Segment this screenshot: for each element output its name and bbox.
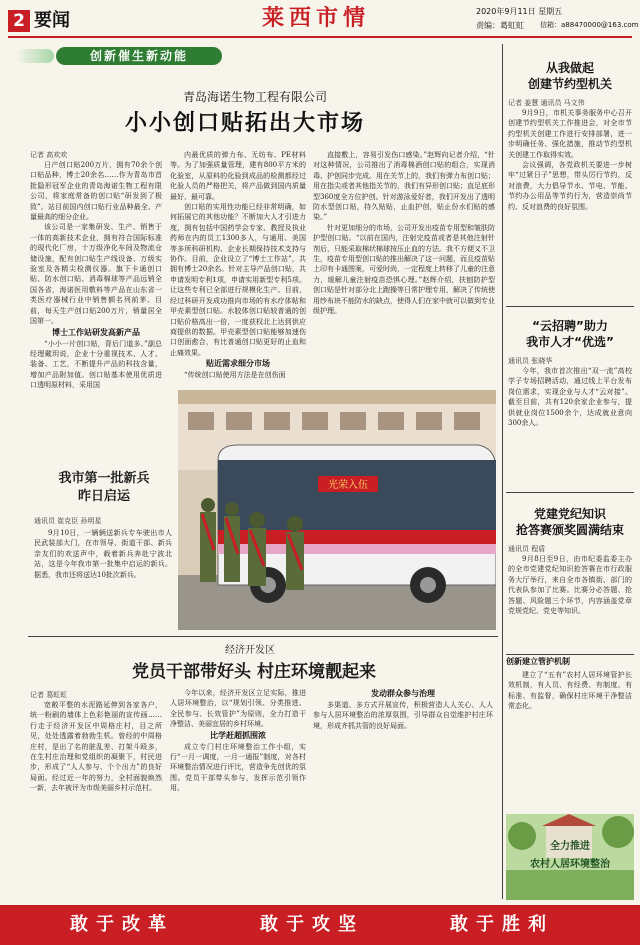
party-kicker: 经济开发区 xyxy=(225,645,275,656)
page-number-box: 2 xyxy=(8,10,30,32)
footer-slogan-3: 敢于胜利 xyxy=(450,914,554,935)
paper-name: 莱西市情 xyxy=(262,5,371,31)
footer-slogan-2: 敢于攻坚 xyxy=(260,914,364,935)
right-low-body xyxy=(508,554,632,646)
editor-email: 信箱：a88470000@163.com xyxy=(540,21,639,29)
right-top-headline-1: 从我做起 xyxy=(545,61,594,75)
recruits-photo-svg xyxy=(178,390,496,630)
lead-col2-para: 创口贴的实用性功能已经非常明确，如何拓展它的其他功能？不断加大人才引进力度，拥有包括中国药学会专家、教授及执业药师在内的员工1300多人，与通用、美国等多所科研机构、企业长期保持技术支持与协作。目前，企业设立了“博士工作站”，共拥有博士20余名。针对主导产品创口贴，共申请发明专利1项，申请实用新型专利5项。让这些专利已全部进行规模化生产。目前，经过科研开发成功推向市场的有水疗体帖和甲壳素型创口贴。水胶体创口贴较普通的创口贴价格高出一倍，一度获权北上达到供应商提供的数据。甲壳素型创口贴能够加速伤口创面愈合，有比普通创口贴更好的止血和止痛效果。 xyxy=(170,203,306,357)
section-banner xyxy=(56,47,222,65)
right-mid-headline-1: “云招聘”助力 xyxy=(532,319,608,333)
lead-col3-para: 针对更加细分的市场，公司开发出疫苗专用型和皱肤防护型创口贴。“以前在国内，注射完疫苗或者是其他注射针剂后，只能采取棉状棉球按压止血的方法。我不方便又不卫生，疫苗专用型创口贴的推出解决了这一问题，而且疫苗贴上印有卡通图案，可爱时尚，一定程度上转移了儿童的注意力，缓解儿童注射疫苗恐惧心理。”赵辉介绍，扶刨防护型创口贴是针对部分北上跑操等日常护理专用，解决了传统使用纱布块不能防水的缺点，使得人们在家中就可以做到专业级护理。 xyxy=(313,223,495,316)
party-byline: 记者 葛虹虹 xyxy=(30,691,68,699)
recruits-photo xyxy=(178,390,496,630)
right-top-body xyxy=(508,108,632,296)
party-column-1 xyxy=(30,700,162,900)
environment-photo-svg xyxy=(506,814,634,900)
party-col3-subhead: 发动群众参与治理 xyxy=(371,689,435,698)
recruit-para: 9月10日，一辆辆送新兵专车驶出市人民武装部大门，在市领导、街道干部、新兵亲友们的欢送声中，载着新兵奔赴宁波北站，这是今年我市第一批集中启运的新兵。据悉，我市还将送达10批次新兵。 xyxy=(34,529,172,579)
party-column-2 xyxy=(170,688,306,900)
right-mid-headline-2: 我市人才“优选” xyxy=(526,335,614,349)
divider-right-column xyxy=(502,44,503,899)
party-col2-subhead: 比学赶超抓围浓 xyxy=(210,730,266,740)
photo-label: 全力推进 xyxy=(550,841,590,852)
right-top-byline: 记者 姜慧 通讯员 马文伟 xyxy=(508,99,585,107)
right-low-headline-2: 抢答赛颁奖圆满结束 xyxy=(515,523,624,537)
banner-swoosh-icon xyxy=(16,49,54,63)
lead-column-3 xyxy=(313,150,495,360)
right-bottom-body xyxy=(508,670,632,808)
party-col1-para: 宽敞平整的水泥路延伸到各家各户，统一粉刷的墙体上色彩艳丽的宣传画……行走于经济开发区中周格庄村，目之所见，处处透露着勃勃生机。曾经的中周格庄村，是出了名的脏乱差、打架斗殴多，在生村庄治理和党组织的凝聚下，村民进步，形成了“人人参与、个个出力”的良好局面。经过近一年的努力，全村面貌焕然一新，去年被评为市级美丽乡村示范村。 xyxy=(30,701,162,793)
right-mid-para: 今年，我市首次推出“双一流”高校学子专场招聘活动，通过线上平台发布岗位需求，实现企业与人才“云对接”。截至目前，共有120余家企业参与，提供就业岗位1500余个，达成就业意向300余人。 xyxy=(508,367,632,428)
recruit-headline-2: 昨日启运 xyxy=(77,489,130,504)
recruit-byline: 通讯员 崔克臣 孙明星 xyxy=(34,517,102,525)
party-headline: 党员干部带好头 村庄环境靓起来 xyxy=(132,662,376,682)
recruit-body xyxy=(34,528,172,600)
party-column-3 xyxy=(313,688,493,900)
photo-caption: 农村人居环境整治 xyxy=(530,859,610,870)
footer-slogan-1: 敢于改革 xyxy=(70,914,174,935)
party-col2-para: 成立专门村庄环境整治工作小组，实行“一月一调度，一月一通报”制度，对各村环境整治情况进行评比，营造争先创优的氛围。党员干部带头参与，发挥示范引领作用。 xyxy=(170,742,306,793)
recruit-headline-1: 我市第一批新兵 xyxy=(58,471,150,486)
divider-right-2 xyxy=(506,492,634,493)
right-mid-body xyxy=(508,366,632,484)
right-top-para: 会议强调，各党政机关要进一步树牢“过紧日子”思想，带头厉行节约，反对浪费，大力倡导节水、节电、节能、节约办公用品等节约行为，营造崇尚节约、反对浪费的良好氛围。 xyxy=(508,161,632,211)
lead-col2-para: “传统创口贴使用方法是在创伤面 xyxy=(184,371,286,380)
right-top-headline-2: 创建节约型机关 xyxy=(527,77,612,91)
issue-date: 2020年9月11日 星期五 xyxy=(476,7,563,16)
divider-lead-bottom xyxy=(28,636,498,637)
banner-text: 创新催生新动能 xyxy=(89,49,188,63)
bus-slogan: 光荣入伍 xyxy=(328,480,368,491)
right-low-headline-1: 党建党纪知识 xyxy=(533,507,606,521)
lead-col1-para: 日产创口贴200万片，拥有70余个创口贴品种，博士20余名……作为青岛市首批隐形冠军企业的青岛海诺生物工程有限公司，将家庭常备的创口贴“研发到了极致”。站目前国内创口贴行业品种最全、产量最高的细分企业。 xyxy=(30,161,162,222)
right-top-para: 9月9日，市机关事务服务中心召开创建节约型机关工作推进会，对全市节约型机关创建工作进行安排部署，进一步明确任务、强化措施，推动节约型机关创建工作取得实效。 xyxy=(508,109,632,159)
lead-kicker: 青岛海诺生物工程有限公司 xyxy=(182,90,327,104)
masthead xyxy=(0,0,640,38)
lead-column-1 xyxy=(30,160,162,434)
lead-col3-para: 直接敷上，容易引发伤口感染。”赵辉向记者介绍，“针对这种情况，公司推出了消毒棉酒创口贴的组合，实现消毒、护创同步完成。用在关节上的，我们有弹力布创口贴；用在指尖或者其他指关节的，我们有异形创口贴；直足底形型360度全方位护创。针对游泳爱好者，我们开发出了透明防水型创口贴，持久贴贴，止血护创，贴止份水们贴的感染。” xyxy=(313,151,495,222)
environment-photo xyxy=(506,814,634,900)
footer-banner xyxy=(0,905,640,945)
lead-col1-para: “小小一片创口贴，背后门道多。”副总经理戴玥说，企业十分重视技术、人才、装备、工艺，不断提升产品的科技含量，增加产品附加值。创口贴基本使用优质进口透明原材料，采用国 xyxy=(30,339,162,390)
lead-byline: 记者 高欢欢 xyxy=(30,151,68,159)
lead-headline: 小小创口贴拓出大市场 xyxy=(124,111,365,136)
editor-name: 责编：葛虹虹 xyxy=(476,21,524,30)
lead-col1-subhead: 博士工作站研发高新产品 xyxy=(52,327,140,337)
section-label: 要闻 xyxy=(34,10,70,31)
divider-right-1 xyxy=(506,306,634,307)
right-low-byline: 通讯员 程盾 xyxy=(508,545,546,553)
divider-right-3 xyxy=(506,654,634,655)
right-mid-byline: 通讯员 张晓华 xyxy=(508,357,553,365)
right-bottom-headline: 创新建立管护机制 xyxy=(506,657,570,666)
lead-col2-subhead: 贴近需求细分市场 xyxy=(206,359,270,369)
masthead-rule xyxy=(8,36,632,38)
lead-col2-para: 内最优质的弹力布、无纺布、PE材料等。为了加强质量管理，建有800平方米的化验室，从原料的化验到成品的检测都经过化验人员的严格把关，将产品做到国内质量最好、最可靠。 xyxy=(170,151,306,201)
lead-col1-para: 该公司是一家集研发、生产、销售于一体的高新技术企业，拥有符合国际标准的现代化厂房，十万级净化车间及物流仓储设施，配有创口贴生产线设备、万级实验室及各精尖检测仪器。旗下卡通创口贴、防水创口贴、消毒棉球等产品远销全国各省，海诺医用敷料等产品在山东省一类医疗器械行业中销售额名列前茅。目前，每天生产创口贴200万片，销量居全国第一。 xyxy=(30,223,162,326)
right-bottom-para: 建立了“五有”农村人居环境管护长效机制，有人员、有经费、有制度、有标准、有监督，确保村庄环境干净整洁常态化。 xyxy=(508,671,632,711)
right-low-para: 9月8日至9日，由市纪委监委主办的全市党建党纪知识抢答赛在市行政服务大厅举行，来自全市各镇街、部门的代表队参加了比赛。比赛分必答题、抢答题、风险题三个环节，内容涵盖党章党规党纪、党史等知识。 xyxy=(508,555,632,616)
party-col2-para: 今年以来，经济开发区立足实际，推进人居环境整治，以“规划引领、分类推进、全民参与、长效管护”为原则，全力打造干净整洁、美丽宜居的乡村环境。 xyxy=(170,689,306,729)
party-col3-para: 多渠道、多方式开展宣传，积极营造人人关心、人人参与人居环境整治的浓厚氛围，引导群众自觉维护村庄环境，形成齐抓共管的良好局面。 xyxy=(313,701,493,730)
